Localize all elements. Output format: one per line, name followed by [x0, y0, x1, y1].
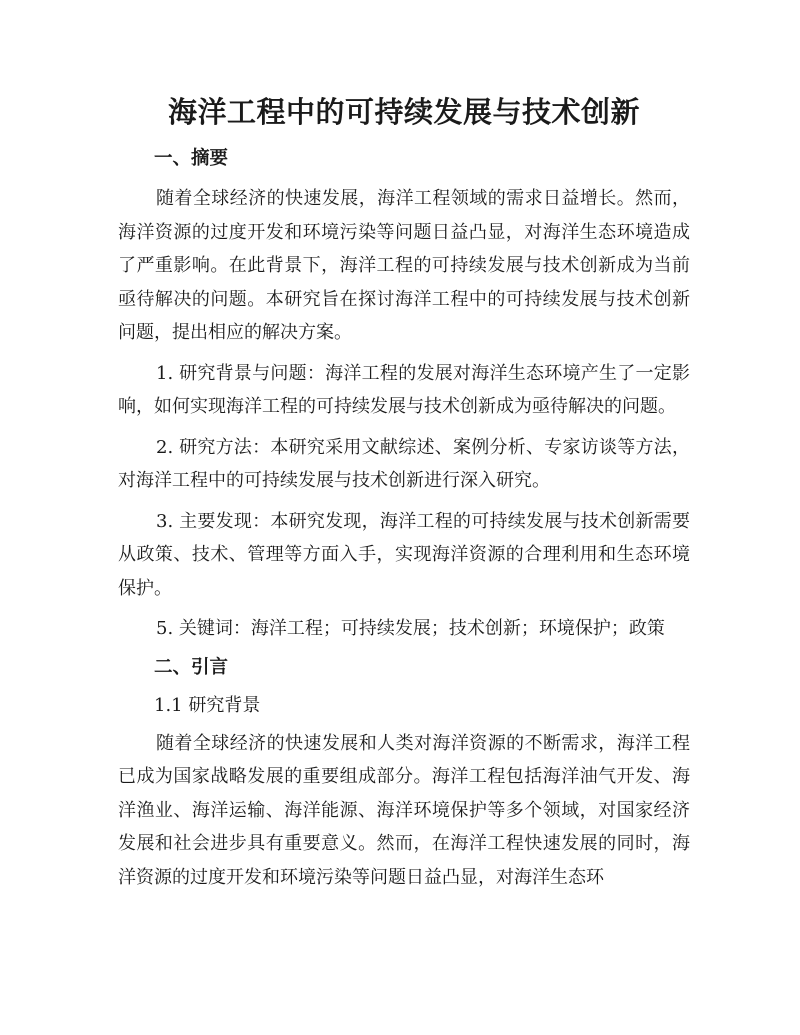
list-item-background: 1. 研究背景与问题：海洋工程的发展对海洋生态环境产生了一定影响，如何实现海洋工程的可持续发展与技术创新成为亟待解决的问题。: [118, 362, 690, 417]
introduction-paragraph: 随着全球经济的快速发展和人类对海洋资源的不断需求，海洋工程已成为国家战略发展的重要组成部分。海洋工程包括海洋油气开发、海洋渔业、海洋运输、海洋能源、海洋环境保护等多个领域，对国家经济发展和社会进步具有重要意义。然而，在海洋工程快速发展的同时，海洋资源的过度开发和环境污染等问题日益凸显，对海洋生态环: [118, 732, 690, 888]
list-item-method: 2. 研究方法：本研究采用文献综述、案例分析、专家访谈等方法，对海洋工程中的可持续发展与技术创新进行深入研究。: [118, 436, 690, 491]
research-background-subheading: 1.1 研究背景: [154, 694, 261, 716]
list-item-keywords: 5. 关键词：海洋工程；可持续发展；技术创新；环境保护；政策: [156, 618, 665, 639]
document-page: [118, 92, 690, 901]
introduction-heading: 二、引言: [154, 656, 229, 678]
list-item-findings: 3. 主要发现：本研究发现，海洋工程的可持续发展与技术创新需要从政策、技术、管理等方面入手，实现海洋资源的合理利用和生态环境保护。: [118, 510, 690, 599]
document-title: 海洋工程中的可持续发展与技术创新: [167, 95, 640, 129]
abstract-paragraph: 随着全球经济的快速发展，海洋工程领域的需求日益增长。然而，海洋资源的过度开发和环境污染等问题日益凸显，对海洋生态环境造成了严重影响。在此背景下，海洋工程的可持续发展与技术创新成为当前亟待解决的问题。本研究旨在探讨海洋工程中的可持续发展与技术创新问题，提出相应的解决方案。: [118, 188, 690, 343]
abstract-heading: 一、摘要: [154, 148, 229, 169]
